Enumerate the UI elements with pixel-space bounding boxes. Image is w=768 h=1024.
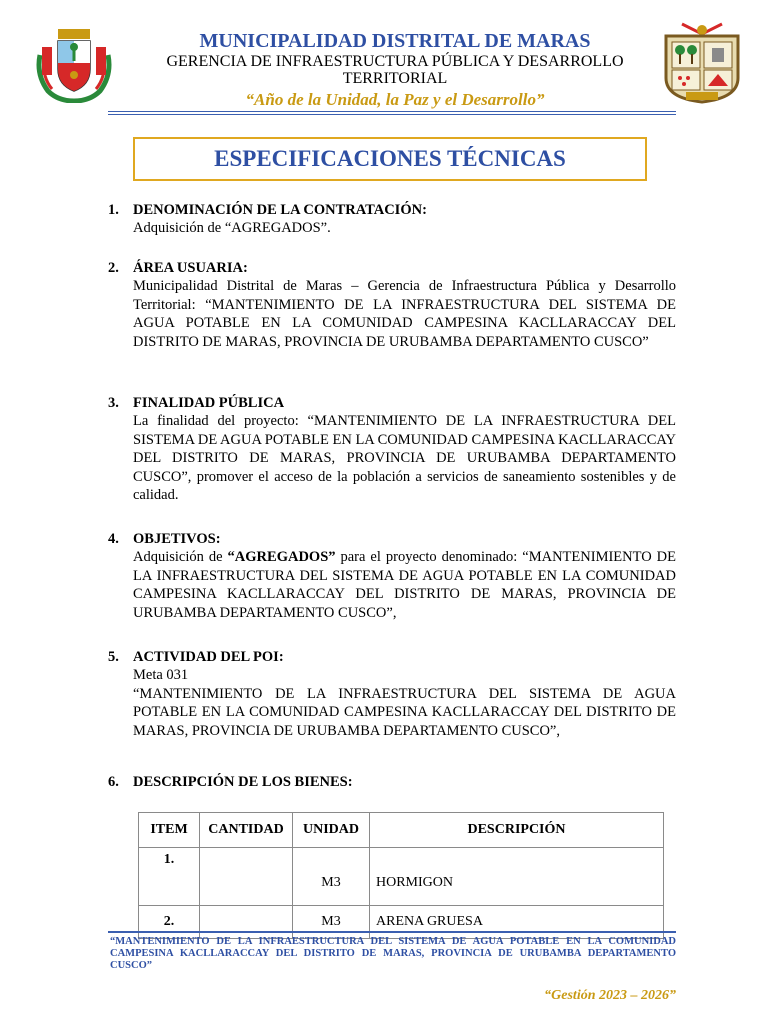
cell-cantidad: [200, 848, 293, 906]
table-header-row: [139, 813, 664, 848]
body-text: para el proyecto denominado: “MANTENIMIENTO DE LA INFRAESTRUCTURA DEL SISTEMA DE AGUA POTABLE EN LA COMUNIDAD CAMPESINA KACLLARACCAY DEL DISTRITO DE MARAS, PROVINCIA DE URUBAMBA DEPARTAMENTO CUSCO”,: [133, 549, 676, 621]
header-unidad: UNIDAD: [293, 813, 370, 848]
cell-item: 1.: [139, 848, 200, 906]
section-heading: ACTIVIDAD DEL POI:: [133, 649, 284, 665]
section-3: [108, 394, 676, 504]
management-period: “Gestión 2023 – 2026”: [544, 988, 676, 1003]
section-body: “MANTENIMIENTO DE LA INFRAESTRUCTURA DEL SISTEMA DE AGUA POTABLE EN LA COMUNIDAD CAMPESINA KACLLARACCAY DEL DISTRITO DE MARAS, PROVINCIA DE URUBAMBA DEPARTAMENTO CUSCO”,: [133, 685, 676, 739]
header-divider-secondary: [108, 114, 676, 115]
document-title-box: [133, 137, 647, 181]
peru-coat-of-arms-icon: [34, 25, 114, 103]
cell-unidad: M3: [293, 906, 370, 939]
header-cantidad: CANTIDAD: [200, 813, 293, 848]
section-heading: DESCRIPCIÓN DE LOS BIENES:: [133, 774, 353, 790]
section-body: [133, 548, 676, 622]
cell-descripcion: HORMIGON: [370, 848, 664, 906]
header-item: ITEM: [139, 813, 200, 848]
section-body: Municipalidad Distrital de Maras – Gerencia de Infraestructura Pública y Desarrollo Territorial: “MANTENIMIENTO DE LA INFRAESTRUCTURA DEL SISTEMA DE AGUA POTABLE EN LA COMUNIDAD CAMPESINA KACLLARACCAY DEL DISTRITO DE MARAS, PROVINCIA DE URUBAMBA DEPARTAMENTO CUSCO”: [133, 278, 676, 350]
section-number: 4.: [108, 531, 119, 547]
goods-table: [138, 812, 664, 939]
section-body: Adquisición de “AGREGADOS”.: [133, 220, 331, 237]
section-number: 5.: [108, 649, 119, 665]
subtitle-line-2: TERRITORIAL: [342, 70, 448, 87]
section-1: [108, 201, 676, 238]
section-5: [108, 648, 676, 740]
table-row: [139, 848, 664, 906]
table-row: [139, 906, 664, 939]
section-4: [108, 530, 676, 622]
section-6: [108, 773, 676, 791]
maras-coat-of-arms-icon: [660, 20, 744, 104]
section-heading: OBJETIVOS:: [133, 531, 221, 547]
document-title: ESPECIFICACIONES TÉCNICAS: [214, 146, 566, 171]
section-heading: DENOMINACIÓN DE LA CONTRATACIÓN:: [133, 202, 427, 218]
section-number: 1.: [108, 202, 119, 218]
body-text: Adquisición de: [133, 549, 228, 566]
section-number: 6.: [108, 774, 119, 790]
section-body: La finalidad del proyecto: “MANTENIMIENTO DE LA INFRAESTRUCTURA DEL SISTEMA DE AGUA POTABLE EN LA COMUNIDAD CAMPESINA KACLLARACCAY DEL DISTRITO DE MARAS, PROVINCIA DE URUBAMBA DEPARTAMENTO CUSCO”, promover el acceso de la población a servicios de saneamiento sostenibles y de calidad.: [133, 413, 676, 504]
section-2: [108, 259, 676, 351]
section-heading: FINALIDAD PÚBLICA: [133, 395, 285, 411]
cell-item: 2.: [139, 906, 200, 939]
section-heading: ÁREA USUARIA:: [133, 260, 248, 276]
meta-code: Meta 031: [133, 667, 189, 684]
body-bold-text: “AGREGADOS”: [227, 549, 336, 566]
cell-cantidad: [200, 906, 293, 939]
section-number: 3.: [108, 395, 119, 411]
cell-descripcion: ARENA GRUESA: [370, 906, 664, 939]
footer-divider: [108, 931, 676, 933]
department-subtitle: [150, 53, 640, 87]
section-number: 2.: [108, 260, 119, 276]
footer-project-name: “MANTENIMIENTO DE LA INFRAESTRUCTURA DEL SISTEMA DE AGUA POTABLE EN LA COMUNIDAD CAMPESINA KACLLARACCAY DEL DISTRITO DE MARAS, PROVINCIA DE URUBAMBA DEPARTAMENTO CUSCO”: [110, 936, 676, 971]
subtitle-line-1: GERENCIA DE INFRAESTRUCTURA PÚBLICA Y DESARROLLO: [166, 53, 624, 70]
header-divider: [108, 111, 676, 112]
municipality-title: MUNICIPALIDAD DISTRITAL DE MARAS: [199, 30, 591, 52]
header-descripcion: DESCRIPCIÓN: [370, 813, 664, 848]
year-motto: “Año de la Unidad, la Paz y el Desarrollo”: [245, 90, 545, 109]
cell-unidad: M3: [293, 848, 370, 906]
